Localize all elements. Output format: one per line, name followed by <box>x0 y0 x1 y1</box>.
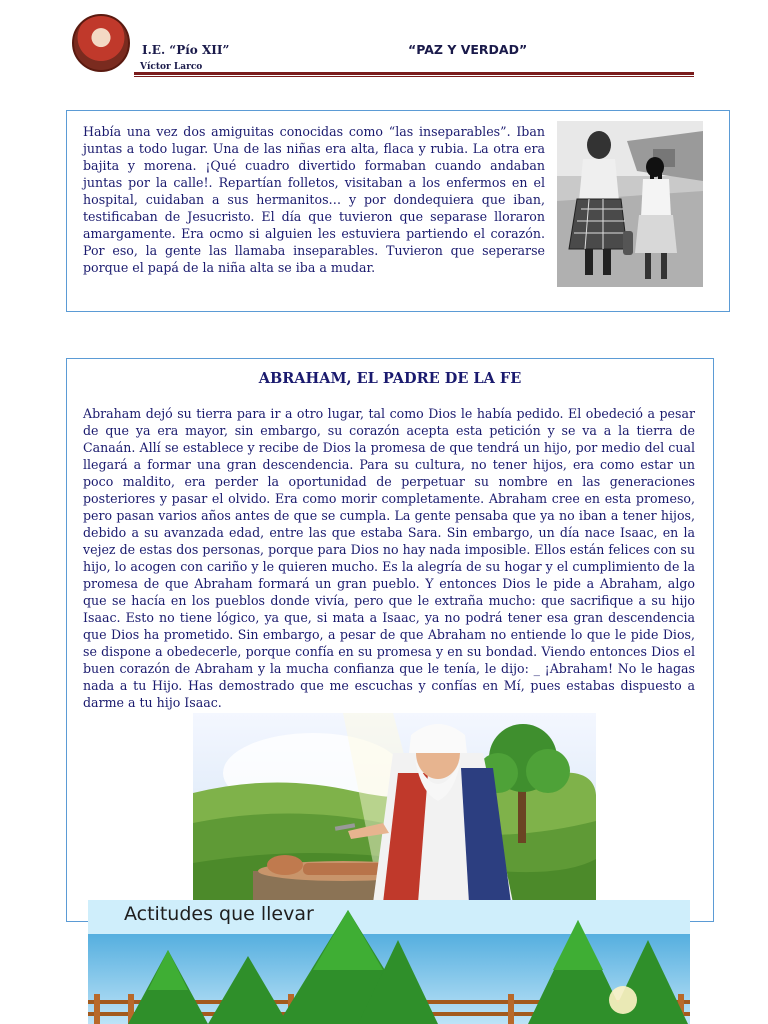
story-text: Había una vez dos amiguitas conocidas como “las inseparables”. Iban juntas a todo lugar. Una de las niñas era alta, flaca y rubia. La otra era bajita y morena. ¡Qué cuadro divertido formaban cuando andaban juntas por la calle!. Repartían folletos, visitaban a los enfermos en el hospital, cuidaban a sus hermanitos… y por dondequiera que iban, testificaban de Jesucristo. El día que tuvieron que separase lloraron amargamente. Era ocmo si alguien les estuviera partiendo el corazón. Por eso, la gente las llamaba inseparables. Tuvieron que seperarse porque el papá de la niña alta se iba a mudar. <box>83 124 545 275</box>
school-name: I.E. “Pío XII” <box>142 43 230 57</box>
abraham-sacrifice-illustration <box>193 713 596 903</box>
story-box <box>66 110 730 312</box>
header-rule-thin <box>134 76 694 77</box>
article-body: Abraham dejó su tierra para ir a otro lugar, tal como Dios le había pedido. El obedeció a pesar de que ya era mayor, sin embargo, su corazón acepta esta petición y se va a la tierra de Canaán. Allí se establece y recibe de Dios la promesa de que tendrá un hijo, por medio del cual llegará a formar una gran descendencia. Para su cultura, no tener hijos, era como estar un poco maldito, era perder la oportunidad de perpetuar su nombre en las generaciones posteriores y pasar el olvido. Era como morir completamente. Abraham cree en esta promeso, pero pasan varios años antes de que se cumpla. La gente pensaba que ya no iban a tener hijos, debido a su avanzada edad, entre las que estaba Sara. Sin embargo, un día nace Isaac, en la vejez de estas dos personas, porque para Dios no hay nada imposible. Ellos están felices con su hijo, lo acogen con cariño y le quieren mucho. Es la alegría de su hogar y el cumplimiento de la promesa de que Abraham formará un gran pueblo. Y entonces Dios le pide a Abraham, algo que se hacía en los pueblos donde vivía, pero que le extraña mucho: que sacrifique a su hijo Isaac. Esto no tiene lógico, ya que, si mata a Isaac, ya no podrá tener esa gran descendencia que Dios ha prometido. Sin embargo, a pesar de que Abraham no entiende lo que le pide Dios, se dispone a obedecerle, porque confía en su promesa y en su bondad. Viendo entonces Dios el buen corazón de Abraham y la mucha confianza que le tenía, le dijo: _ ¡Abraham! No le hagas nada a tu Hijo. Has demostrado que me escuchas y confías en Mí, pues estabas dispuesto a darme a tu hijo Isaac. <box>83 406 695 710</box>
school-logo <box>72 14 130 72</box>
school-district: Víctor Larco <box>140 62 203 72</box>
banner-title: Actitudes que llevar <box>124 903 314 925</box>
article-title: ABRAHAM, EL PADRE DE LA FE <box>258 370 522 387</box>
header-rule <box>134 72 694 75</box>
girls-photo <box>557 121 703 287</box>
document-header <box>0 0 768 80</box>
school-motto: “PAZ Y VERDAD” <box>408 42 528 57</box>
